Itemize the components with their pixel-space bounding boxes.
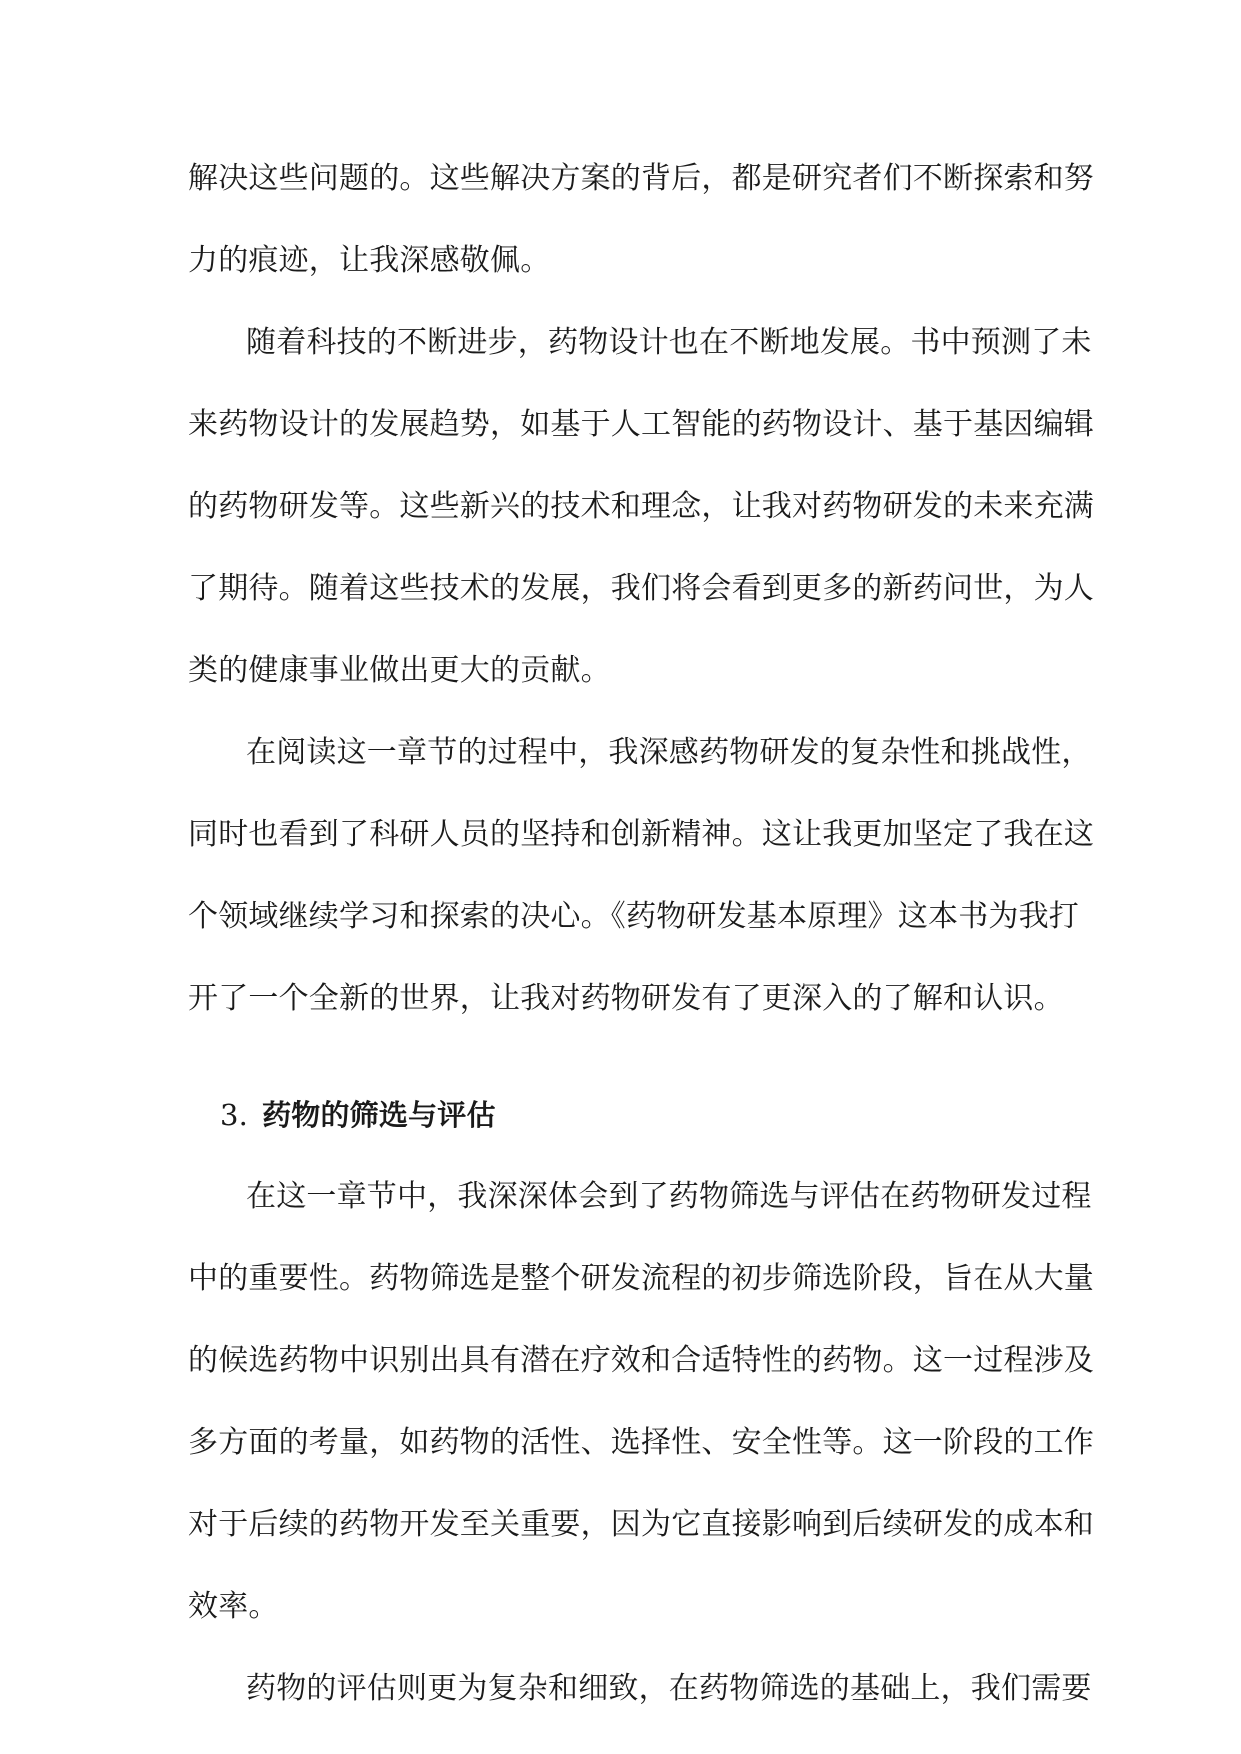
text-line: 对于后续的药物开发至关重要，因为它直接影响到后续研发的成本和 [188, 1507, 1094, 1542]
section-title: 药物的筛选与评估 [262, 1098, 496, 1132]
text-line: 在阅读这一章节的过程中，我深感药物研发的复杂性和挑战性， [246, 735, 1092, 770]
section-gap [188, 1050, 1058, 1084]
text-line: 在这一章节中，我深深体会到了药物筛选与评估在药物研发过程 [246, 1179, 1092, 1214]
text-line: 个领域继续学习和探索的决心。《药物研发基本原理》这本书为我打 [188, 899, 1079, 934]
section-heading [188, 1084, 1058, 1166]
text-line: 力的痕迹，让我深感敬佩。 [188, 243, 551, 278]
text-line: 药物的评估则更为复杂和细致，在药物筛选的基础上，我们需要 [246, 1671, 1092, 1706]
paragraphs-before-heading [188, 148, 1094, 1050]
text-line: 中的重要性。药物筛选是整个研发流程的初步筛选阶段，旨在从大量 [188, 1261, 1094, 1296]
text-line: 来药物设计的发展趋势，如基于人工智能的药物设计、基于基因编辑 [188, 407, 1094, 442]
text-line: 的候选药物中识别出具有潜在疗效和合适特性的药物。这一过程涉及 [188, 1343, 1094, 1378]
text-line: 效率。 [188, 1589, 279, 1624]
document-body [188, 148, 1094, 1740]
section-number: 3. [220, 1098, 249, 1132]
paragraphs-after-heading [188, 1166, 1094, 1740]
text-line: 同时也看到了科研人员的坚持和创新精神。这让我更加坚定了我在这 [188, 817, 1094, 852]
text-line: 解决这些问题的。这些解决方案的背后，都是研究者们不断探索和努 [188, 161, 1094, 196]
text-line: 了期待。随着这些技术的发展，我们将会看到更多的新药问世，为人 [188, 571, 1094, 606]
text-line: 开了一个全新的世界，让我对药物研发有了更深入的了解和认识。 [188, 981, 1064, 1016]
text-line: 类的健康事业做出更大的贡献。 [188, 653, 611, 688]
text-line: 的药物研发等。这些新兴的技术和理念，让我对药物研发的未来充满 [188, 489, 1094, 524]
text-line: 随着科技的不断进步，药物设计也在不断地发展。书中预测了未 [246, 325, 1092, 360]
text-line: 多方面的考量，如药物的活性、选择性、安全性等。这一阶段的工作 [188, 1425, 1094, 1460]
